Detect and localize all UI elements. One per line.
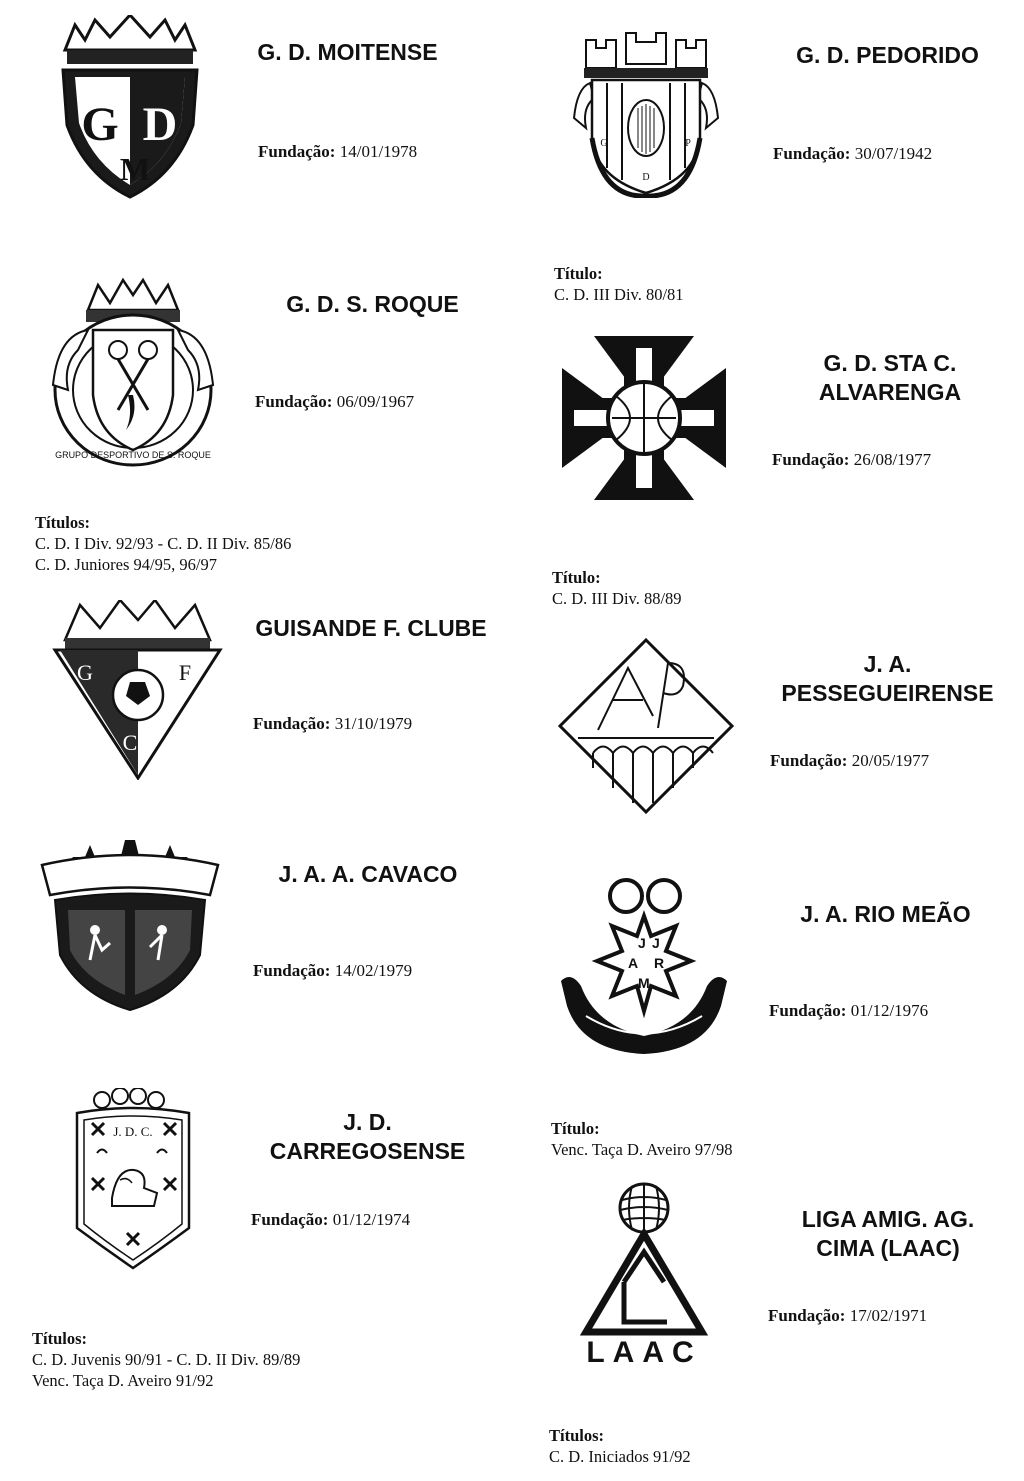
laac-crest-letters: LAAC	[586, 1336, 702, 1367]
titles-block-gds-roque	[35, 512, 291, 575]
founded-line: Fundação: 06/09/1967	[255, 392, 415, 411]
cross-ball-crest-icon	[560, 334, 728, 502]
gdm-crest-letter-d: D	[142, 98, 178, 151]
jaac-crest-icon	[40, 835, 220, 1015]
titles-line: C. D. Juvenis 90/91 - C. D. II Div. 89/89	[32, 1350, 301, 1369]
titles-block-laac	[549, 1425, 691, 1467]
founded-date: 01/12/1976	[850, 1001, 929, 1020]
founded-date: 06/09/1967	[336, 392, 415, 411]
gdp-crest-letter-g: G	[600, 138, 608, 149]
founded-date: 30/07/1942	[854, 144, 933, 163]
jar-crest-icon	[556, 876, 732, 1058]
founded-date: 20/05/1977	[851, 751, 930, 770]
titles-heading: Títulos:	[549, 1426, 605, 1445]
titles-line: C. D. III Div. 80/81	[554, 285, 684, 304]
club-name: J. A. A. CAVACO	[278, 861, 458, 887]
jap-crest-monogram: JAP	[646, 648, 648, 649]
club-name: G. D. STA C. ALVARENGA	[818, 350, 962, 405]
founded-date: 14/01/1978	[339, 142, 418, 161]
founded-date: 26/08/1977	[853, 450, 932, 469]
titles-block-gd-sta-c-alvarenga	[552, 567, 682, 609]
founded-line: Fundação: 20/05/1977	[770, 751, 930, 770]
club-name: LIGA AMIG. AG. CIMA (LAAC)	[801, 1206, 975, 1261]
founded-date: 01/12/1974	[332, 1210, 411, 1229]
club-name: J. A. RIO MEÃO	[800, 901, 971, 927]
club-name: GUISANDE F. CLUBE	[255, 615, 487, 641]
gdp-crest-letter-p: P	[685, 138, 691, 149]
jdc-crest-icon	[72, 1088, 194, 1270]
titles-line: Venc. Taça D. Aveiro 97/98	[551, 1140, 733, 1159]
founded-date: 17/02/1971	[849, 1306, 928, 1325]
jap-crest-icon	[558, 638, 734, 814]
club-name: G. D. PEDORIDO	[796, 42, 979, 68]
club-name: G. D. MOITENSE	[257, 39, 438, 65]
jdc-crest-letters: J. D. C.	[113, 1124, 153, 1139]
gdp-crest-icon	[572, 28, 720, 198]
titles-heading: Título:	[554, 264, 603, 283]
club-name: G. D. S. ROQUE	[286, 291, 459, 317]
founded-line: Fundação: 31/10/1979	[253, 714, 413, 733]
jar-crest-letter-m: M	[638, 975, 650, 991]
founded-line: Fundação: 26/08/1977	[772, 450, 932, 469]
gdp-crest-letter-d: D	[642, 172, 650, 183]
titles-heading: Título:	[551, 1119, 600, 1138]
titles-line: Venc. Taça D. Aveiro 91/92	[32, 1371, 214, 1390]
titles-line: C. D. Juniores 94/95, 96/97	[35, 555, 217, 574]
gfc-crest-icon	[50, 600, 225, 780]
club-name: J. D. CARREGOSENSE	[269, 1109, 466, 1164]
jar-crest-letter-j1: J	[638, 935, 646, 951]
titles-heading: Títulos:	[32, 1329, 88, 1348]
gfc-crest-letter-g: G	[77, 660, 93, 685]
jar-crest-letter-a: A	[628, 955, 639, 971]
founded-line: Fundação: 14/02/1979	[253, 961, 413, 980]
titles-block-jd-carregosense	[32, 1328, 300, 1391]
founded-date: 31/10/1979	[334, 714, 413, 733]
jar-crest-letter-j2: J	[652, 935, 660, 951]
gdm-crest-icon	[55, 15, 205, 200]
titles-line: C. D. Iniciados 91/92	[549, 1447, 691, 1466]
titles-line: C. D. I Div. 92/93 - C. D. II Div. 85/86	[35, 534, 292, 553]
founded-line: Fundação: 01/12/1974	[251, 1210, 411, 1229]
founded-line: Fundação: 14/01/1978	[258, 142, 418, 161]
gdm-crest-letter-g: G	[81, 98, 119, 151]
gfc-crest-letter-f: F	[178, 660, 192, 685]
titles-heading: Títulos:	[35, 513, 91, 532]
jar-crest-letter-r: R	[654, 955, 665, 971]
gdsr-crest-icon	[48, 275, 218, 470]
gfc-crest-letter-c: C	[122, 730, 138, 755]
founded-line: Fundação: 01/12/1976	[769, 1001, 929, 1020]
titles-block-ja-rio-meao	[551, 1118, 733, 1160]
titles-line: C. D. III Div. 88/89	[552, 589, 682, 608]
founded-line: Fundação: 17/02/1971	[768, 1306, 928, 1325]
laac-crest-icon	[572, 1182, 722, 1367]
titles-heading: Título:	[552, 568, 601, 587]
founded-line: Fundação: 30/07/1942	[773, 144, 933, 163]
founded-date: 14/02/1979	[334, 961, 413, 980]
titles-block-gd-pedorido	[554, 263, 684, 305]
gdm-crest-letter-m: M	[119, 151, 151, 187]
gdsr-crest-ribbon-text: GRUPO DESPORTIVO DE S. ROQUE	[55, 450, 211, 460]
club-name: J. A. PESSEGUEIRENSE	[781, 651, 994, 706]
